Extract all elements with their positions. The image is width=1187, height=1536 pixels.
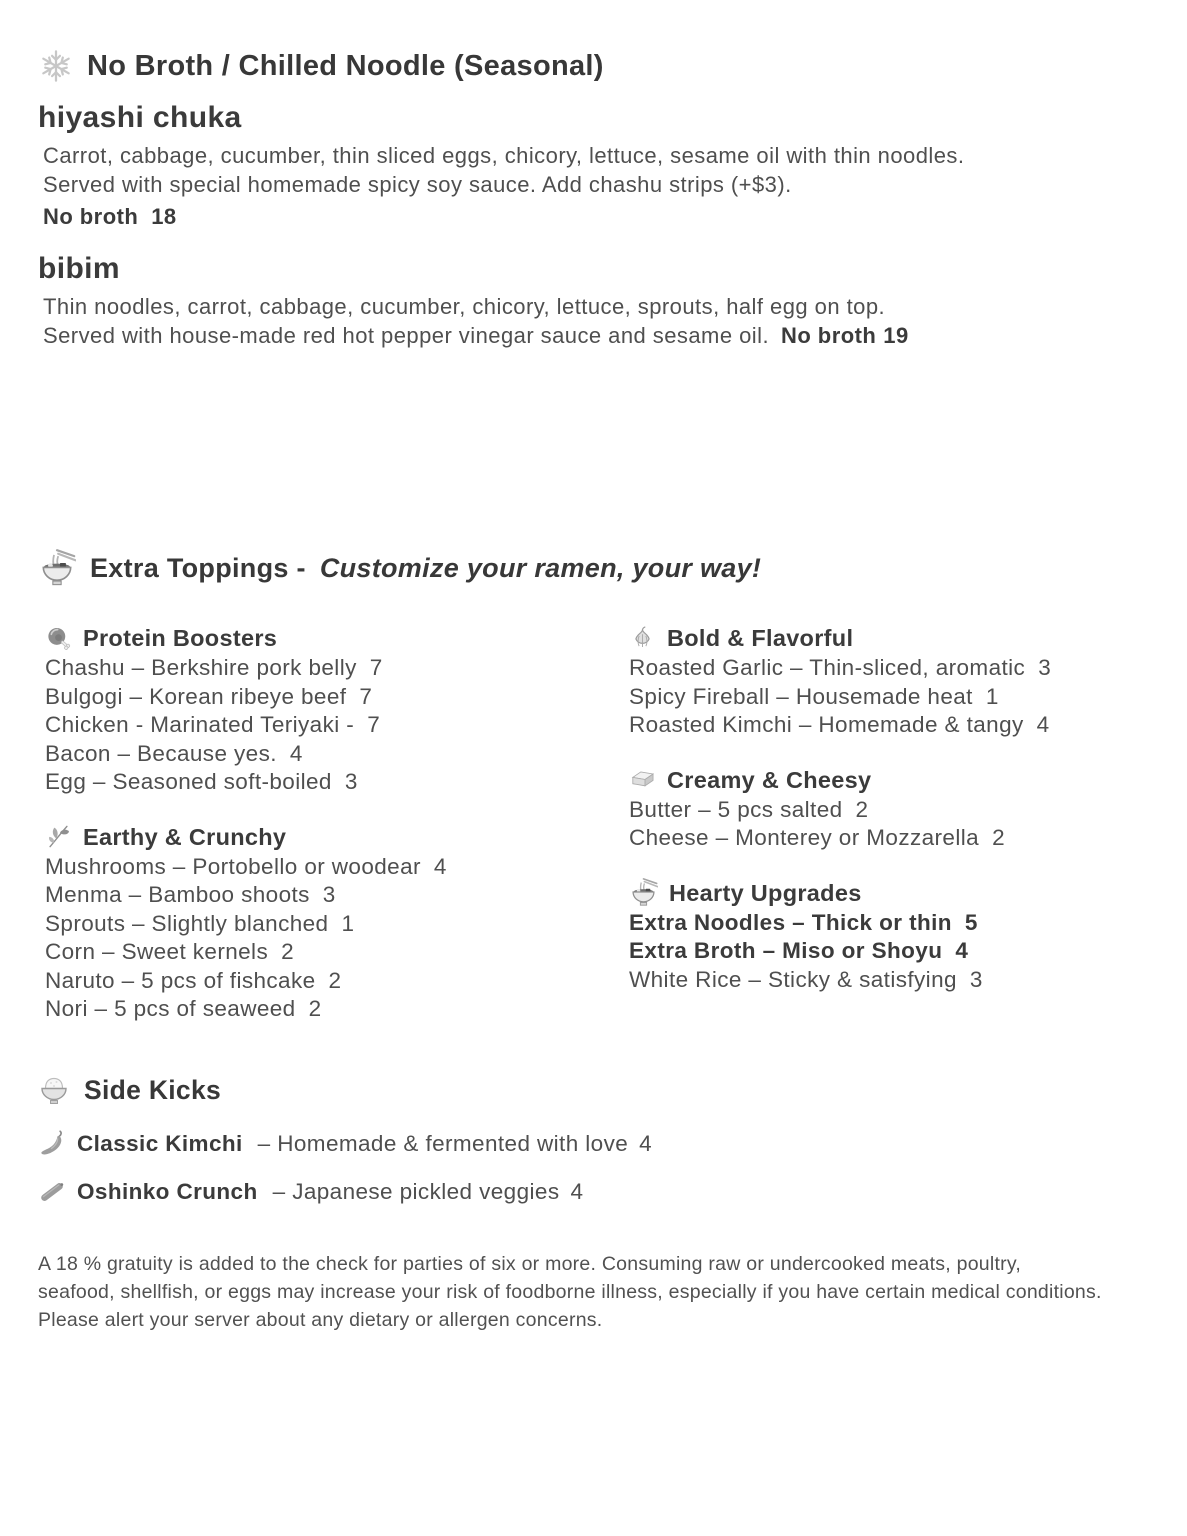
topping-price: 2: [328, 967, 342, 993]
topping-label: White Rice – Sticky & satisfying: [629, 966, 957, 992]
topping-price: 2: [855, 796, 869, 822]
earthy-crunchy-block: [45, 821, 629, 1024]
topping-item: [629, 824, 1147, 853]
dish-description-line: Carrot, cabbage, cucumber, thin sliced eggs, chicory, lettuce, sesame oil with thin noodles.: [43, 143, 965, 168]
topping-price: 3: [344, 769, 358, 794]
dish-price: 18: [151, 204, 177, 229]
topping-item: [45, 740, 629, 769]
dish-description-line: Thin noodles, carrot, cabbage, cucumber, chicory, lettuce, sprouts, half egg on top.: [43, 294, 886, 319]
topping-label: Naruto – 5 pcs of fishcake: [45, 967, 316, 993]
no-broth-section-title: No Broth / Chilled Noodle (Seasonal): [87, 50, 604, 82]
topping-price: 7: [369, 655, 383, 680]
dish-price-line: [38, 202, 1147, 231]
price-label: No broth: [43, 204, 139, 229]
dish-price: 19: [883, 323, 909, 348]
topping-item: [629, 711, 1147, 740]
dish-name: bibim: [38, 252, 120, 285]
earthy-crunchy-heading: [45, 821, 629, 853]
butter-icon: [629, 766, 656, 793]
side-item-price: 4: [570, 1178, 584, 1204]
side-item-price: 4: [639, 1130, 653, 1156]
topping-label: Nori – 5 pcs of seaweed: [45, 996, 296, 1021]
toppings-column-right: [629, 622, 1147, 1024]
dish-price-line: [781, 323, 909, 348]
herb-icon: [45, 823, 72, 850]
topping-price: 3: [1038, 655, 1052, 680]
topping-item: [629, 683, 1147, 712]
creamy-cheesy-block: [629, 764, 1147, 853]
topping-item: [45, 881, 629, 910]
topping-label: Extra Broth – Miso or Shoyu: [629, 938, 943, 963]
ramen-bowl-icon: [629, 878, 658, 907]
topping-label: Chashu – Berkshire pork belly: [45, 655, 357, 680]
topping-label: Butter – 5 pcs salted: [629, 796, 843, 822]
cucumber-icon: [38, 1178, 66, 1206]
dish-name: hiyashi chuka: [38, 101, 242, 134]
topping-item: [629, 937, 1147, 966]
topping-item: [45, 711, 629, 740]
dish-description-line: Served with special homemade spicy soy sauce. Add chashu strips (+$3).: [43, 172, 792, 197]
side-item-name: Oshinko Crunch: [77, 1178, 258, 1204]
topping-price: 3: [322, 882, 336, 907]
no-broth-section-header: [38, 46, 1147, 86]
topping-item: [45, 995, 629, 1024]
topping-label: Sprouts – Slightly blanched: [45, 910, 329, 936]
topping-item: [45, 910, 629, 939]
topping-item: [45, 768, 629, 797]
topping-item: [629, 654, 1147, 683]
side-item-description: – Japanese pickled veggies: [272, 1178, 560, 1204]
hearty-upgrades-block: [629, 877, 1147, 995]
dish-bibim: [38, 251, 1147, 350]
topping-item: [45, 683, 629, 712]
ramen-bowl-icon: [38, 549, 76, 587]
dish-description: [38, 141, 1147, 199]
garlic-icon: [629, 625, 656, 652]
topping-label: Bulgogi – Korean ribeye beef: [45, 683, 347, 709]
side-kicks-title: Side Kicks: [84, 1074, 222, 1105]
disclaimer-line: A 18 % gratuity is added to the check for parties of six or more. Consuming raw or undercooked meats, poultry,: [38, 1252, 1022, 1275]
topping-price: 7: [367, 712, 381, 737]
topping-label: Menma – Bamboo shoots: [45, 882, 310, 907]
bold-flavorful-block: [629, 622, 1147, 740]
side-item-oshinko-crunch: [38, 1178, 1147, 1206]
topping-price: 1: [985, 683, 999, 709]
topping-price: 7: [359, 683, 373, 709]
block-heading-label: Hearty Upgrades: [669, 879, 862, 906]
topping-price: 4: [1036, 712, 1050, 737]
topping-label: Extra Noodles – Thick or thin: [629, 909, 952, 935]
bold-flavorful-heading: [629, 622, 1147, 654]
dish-description-text: Served with house-made red hot pepper vinegar sauce and sesame oil.: [43, 323, 770, 348]
snowflake-icon: [38, 48, 74, 84]
topping-label: Roasted Kimchi – Homemade & tangy: [629, 712, 1024, 737]
topping-price: 2: [308, 996, 322, 1021]
block-heading-label: Bold & Flavorful: [667, 625, 854, 651]
topping-item: [629, 796, 1147, 825]
topping-price: 4: [289, 740, 303, 766]
topping-label: Corn – Sweet kernels: [45, 939, 269, 964]
topping-price: 5: [964, 909, 978, 935]
block-heading-label: Protein Boosters: [83, 625, 278, 651]
topping-price: 4: [433, 853, 447, 879]
dish-hiyashi-chuka: [38, 100, 1147, 231]
toppings-columns: [38, 622, 1147, 1024]
topping-item: [45, 654, 629, 683]
gratuity-disclaimer: [38, 1250, 1147, 1334]
topping-label: Roasted Garlic – Thin-sliced, aromatic: [629, 655, 1026, 680]
extra-toppings-header: [38, 548, 1147, 588]
topping-item: [45, 853, 629, 882]
topping-price: 2: [281, 939, 295, 964]
creamy-cheesy-heading: [629, 764, 1147, 796]
disclaimer-line: seafood, shellfish, or eggs may increase your risk of foodborne illness, especially if you have certain medical conditions.: [38, 1280, 1102, 1303]
extra-toppings-title: Extra Toppings -: [90, 553, 306, 583]
topping-label: Cheese – Monterey or Mozzarella: [629, 825, 980, 850]
topping-label: Chicken - Marinated Teriyaki -: [45, 712, 355, 737]
protein-boosters-block: [45, 622, 629, 797]
topping-item: [45, 967, 629, 996]
block-heading-label: Creamy & Cheesy: [667, 766, 872, 793]
topping-label: Bacon – Because yes.: [45, 740, 277, 766]
disclaimer-line: Please alert your server about any dietary or allergen concerns.: [38, 1308, 603, 1331]
side-item-classic-kimchi: [38, 1130, 1147, 1158]
topping-item: [629, 966, 1147, 995]
topping-price: 1: [341, 910, 355, 936]
dish-description: [38, 292, 1147, 350]
pepper-icon: [38, 1130, 66, 1158]
dish-description-line: [43, 321, 1147, 350]
topping-label: Mushrooms – Portobello or woodear: [45, 853, 421, 879]
topping-label: Egg – Seasoned soft-boiled: [45, 769, 332, 794]
extra-toppings-tagline: Customize your ramen, your way!: [319, 553, 762, 583]
topping-item: [45, 938, 629, 967]
side-kicks-header: [38, 1072, 1147, 1108]
topping-price: 2: [992, 825, 1005, 850]
topping-item: [629, 909, 1147, 938]
side-item-name: Classic Kimchi: [77, 1130, 243, 1156]
protein-boosters-heading: [45, 622, 629, 654]
toppings-column-left: [45, 622, 629, 1024]
price-label: No broth: [781, 323, 877, 348]
topping-price: 3: [969, 966, 983, 992]
rice-bowl-icon: [38, 1074, 70, 1106]
topping-label: Spicy Fireball – Housemade heat: [629, 683, 973, 709]
side-item-description: – Homemade & fermented with love: [257, 1130, 629, 1156]
hearty-upgrades-heading: [629, 877, 1147, 909]
block-heading-label: Earthy & Crunchy: [83, 823, 287, 850]
topping-price: 4: [955, 938, 969, 963]
meat-icon: [45, 625, 72, 652]
